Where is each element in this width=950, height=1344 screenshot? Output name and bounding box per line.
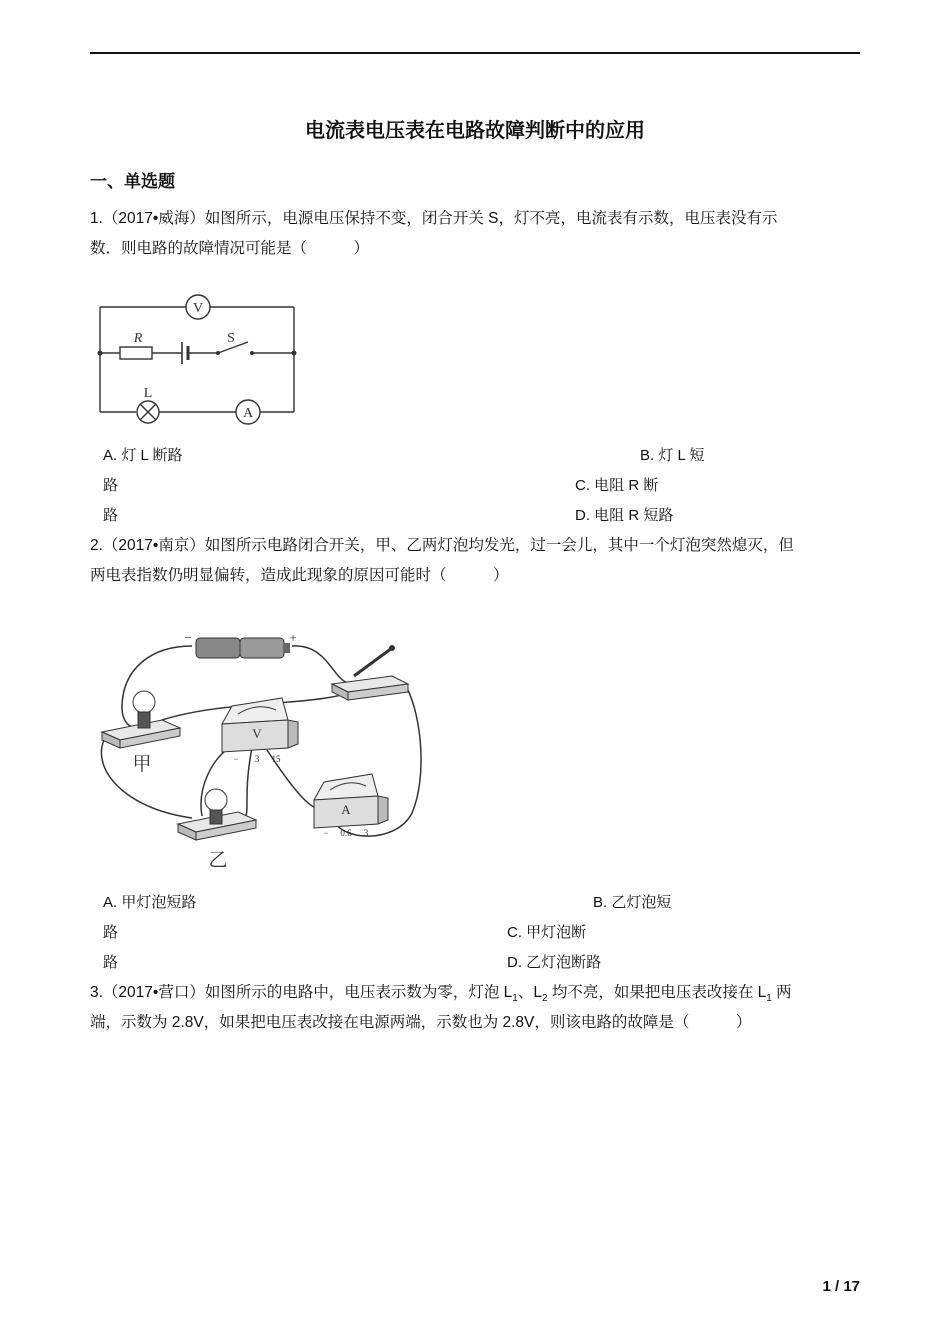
q2-option-c-cont: 路	[103, 954, 119, 971]
q2-circuit-illustration	[92, 628, 422, 873]
q1-switch-label: S	[227, 331, 235, 346]
q1-option-c-cont: 路	[103, 507, 119, 524]
q1-ammeter-label: A	[242, 406, 254, 421]
q2-option-b[interactable]: B. 乙灯泡短	[593, 894, 672, 911]
q1-option-b-cont: 路	[103, 477, 119, 494]
q1-option-c[interactable]: C. 电阻 R 断	[575, 477, 659, 494]
q2-lamp-a-label: 甲	[132, 754, 152, 775]
q2-ammeter-minus: −	[323, 828, 329, 838]
q1-option-b[interactable]: B. 灯 L 短	[640, 447, 705, 464]
q1-circuit-diagram	[92, 290, 304, 430]
q2-ammeter-3: 3	[363, 828, 369, 838]
q2-option-c[interactable]: C. 甲灯泡断	[507, 924, 587, 941]
q1-option-a[interactable]: A. 灯 L 断路	[103, 447, 183, 464]
q1-voltmeter-label: V	[192, 301, 204, 316]
q2-voltmeter-3: 3	[254, 754, 260, 764]
q1-stem-line2: 数．则电路的故障情况可能是（ ）	[90, 240, 370, 257]
q2-voltmeter-label: V	[252, 726, 262, 741]
page-number: 1 / 17	[822, 1278, 860, 1295]
q3-stem-line2: 端，示数为 2.8V，如果把电压表改接在电源两端，示数也为 2.8V，则该电路的故障是（ ）	[90, 1014, 752, 1031]
q3-stem-line1: 3.（2017•营口）如图所示的电路中，电压表示数为零，灯泡 $L_1$、$L_2$ 均不亮，如果把电压表改接在 $L_1$ 两	[90, 984, 792, 1005]
q1-option-d[interactable]: D. 电阻 R 短路	[575, 507, 674, 524]
q2-voltmeter-15: 15	[271, 754, 281, 764]
q2-option-b-cont: 路	[103, 924, 119, 941]
section-heading: 一、单选题	[90, 172, 175, 191]
q2-ammeter-label: A	[341, 802, 351, 817]
q2-lamp-b-label: 乙	[208, 850, 228, 871]
q2-option-d[interactable]: D. 乙灯泡断路	[507, 954, 602, 971]
q2-ammeter-06: 0.6	[340, 828, 352, 838]
q2-stem-line2: 两电表指数仍明显偏转，造成此现象的原因可能时（ ）	[90, 567, 509, 584]
q1-stem-line1: 1.（2017•威海）如图所示，电源电压保持不变，闭合开关 S，灯不亮，电流表有示数，电压表没有示	[90, 210, 778, 227]
q2-battery-minus-label: −	[184, 630, 192, 645]
q2-voltmeter-minus: −	[233, 754, 239, 764]
header-rule	[90, 52, 860, 54]
q1-lamp-label: L	[143, 386, 153, 401]
document-title: 电流表电压表在电路故障判断中的应用	[305, 120, 645, 142]
q2-stem-line1: 2.（2017•南京）如图所示电路闭合开关，甲、乙两灯泡均发光，过一会儿，其中一个灯泡突然熄灭，但	[90, 537, 794, 554]
q2-battery-plus-label: +	[289, 630, 297, 645]
q2-option-a[interactable]: A. 甲灯泡短路	[103, 894, 197, 911]
q1-resistor-label: R	[133, 331, 143, 346]
